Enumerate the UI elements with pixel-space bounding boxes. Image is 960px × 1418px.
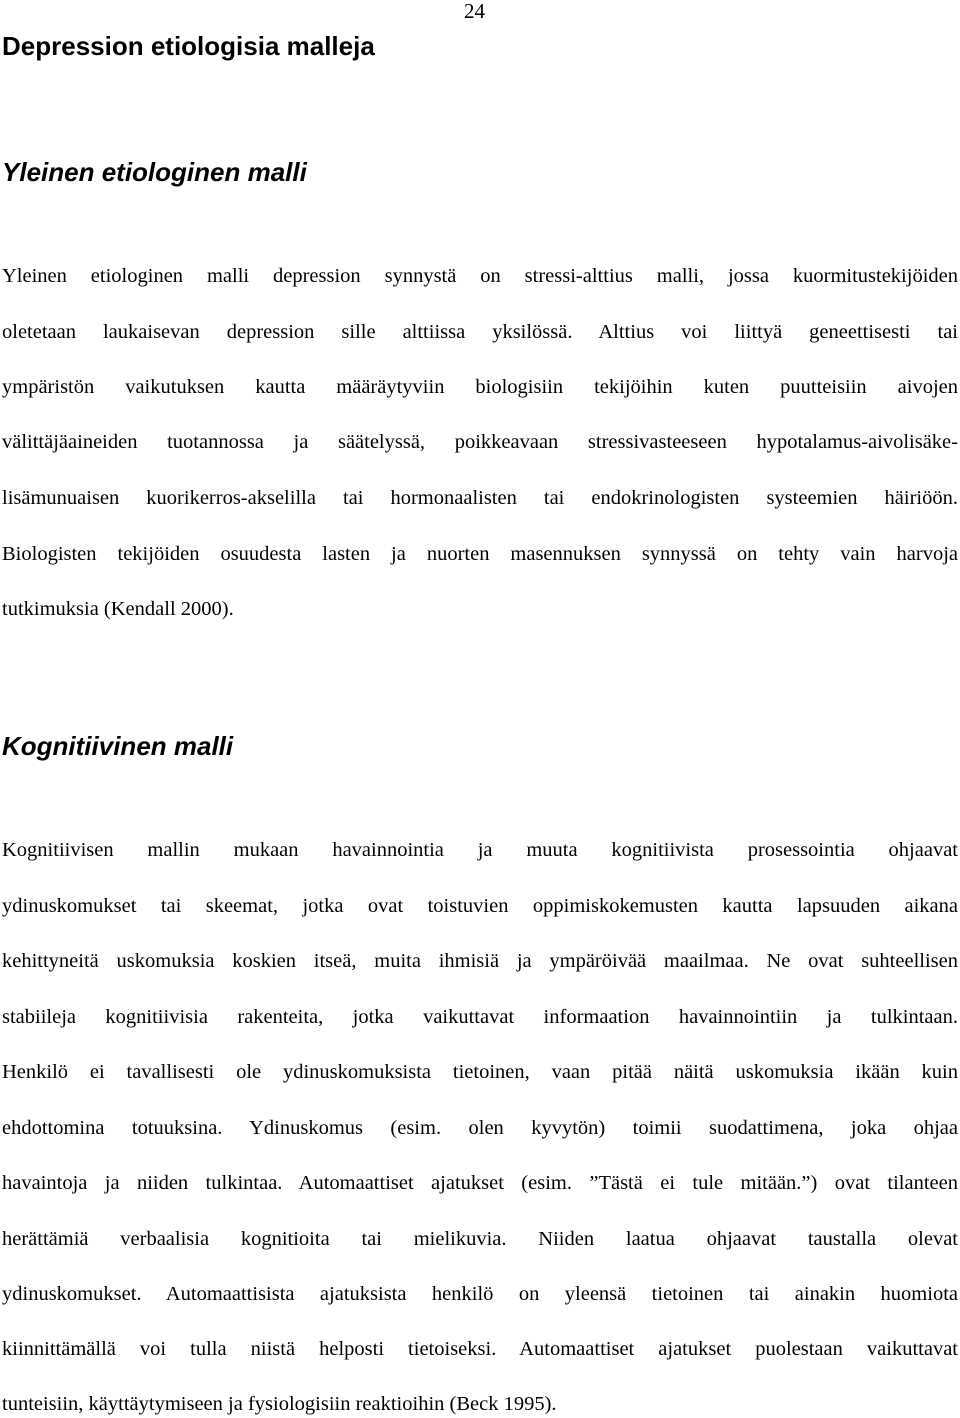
text-line: välittäjäaineiden tuotannossa ja säätelyssä, poikkeavaan stressivasteeseen hypotalamus-aivolisäke- (2, 431, 958, 453)
text-line: herättämiä verbaalisia kognitioita tai mielikuvia. Niiden laatua ohjaavat taustalla olevat (2, 1228, 958, 1250)
text-line: kehittyneitä uskomuksia koskien itseä, muita ihmisiä ja ympäröivää maailmaa. Ne ovat suhteellisen (2, 950, 958, 972)
text-line: tutkimuksia (Kendall 2000). (2, 598, 234, 620)
text-line: ympäristön vaikutuksen kautta määräytyviin biologisiin tekijöihin kuten puutteisiin aivojen (2, 376, 958, 398)
page-number: 24 (464, 0, 485, 23)
text-line: havaintoja ja niiden tulkintaa. Automaattiset ajatukset (esim. ”Tästä ei tule mitään.”) ovat tilanteen (2, 1172, 958, 1194)
text-line: ydinuskomukset. Automaattisista ajatuksista henkilö on yleensä tietoinen tai ainakin huomiota (2, 1283, 958, 1305)
text-line: lisämunuaisen kuorikerros-akselilla tai hormonaalisten tai endokrinologisten systeemien häiriöön. (2, 487, 958, 509)
text-line: kiinnittämällä voi tulla niistä helposti tietoiseksi. Automaattiset ajatukset puolestaan vaikuttavat (2, 1338, 958, 1360)
text-line: tunteisiin, käyttäytymiseen ja fysiologisiin reaktioihin (Beck 1995). (2, 1393, 557, 1415)
text-line: Biologisten tekijöiden osuudesta lasten ja nuorten masennuksen synnyssä on tehty vain harvoja (2, 543, 958, 565)
text-line: Yleinen etiologinen malli depression synnystä on stressi-alttius malli, jossa kuormitustekijöiden (2, 265, 958, 287)
page-title: Depression etiologisia malleja (2, 31, 375, 61)
text-line: ehdottomina totuuksina. Ydinuskomus (esim. olen kyvytön) toimii suodattimena, joka ohjaa (2, 1117, 958, 1139)
section-heading-yleinen: Yleinen etiologinen malli (2, 157, 307, 187)
text-line: Henkilö ei tavallisesti ole ydinuskomuksista tietoinen, vaan pitää näitä uskomuksia ikään kuin (2, 1061, 958, 1083)
text-line: Kognitiivisen mallin mukaan havainnointia ja muuta kognitiivista prosessointia ohjaavat (2, 839, 958, 861)
text-line: ydinuskomukset tai skeemat, jotka ovat toistuvien oppimiskokemusten kautta lapsuuden aikana (2, 895, 958, 917)
text-line: stabiileja kognitiivisia rakenteita, jotka vaikuttavat informaation havainnointiin ja tulkintaan. (2, 1006, 958, 1028)
text-line: oletetaan laukaisevan depression sille alttiissa yksilössä. Alttius voi liittyä geneettisesti tai (2, 321, 958, 343)
section-heading-kognitiivinen: Kognitiivinen malli (2, 731, 234, 761)
